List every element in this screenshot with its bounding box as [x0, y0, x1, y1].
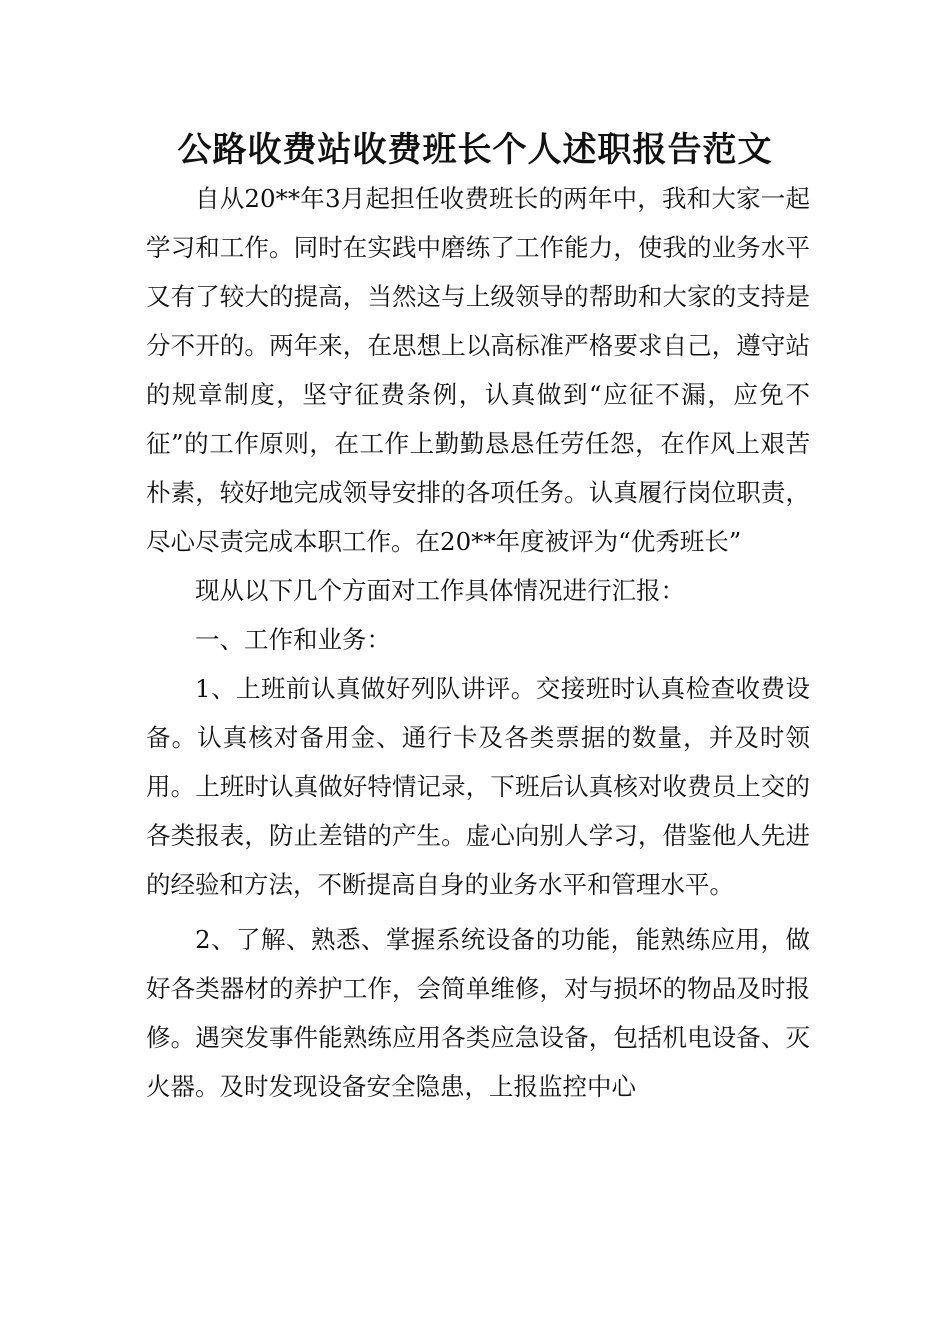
section-heading-work: 一、工作和业务： — [195, 625, 391, 654]
paragraph-item-1: 1、上班前认真做好列队讲评。交接班时认真检查收费设备。认真核对备用金、通行卡及各类票据的数量，并及时领用。上班时认真做好特情记录，下班后认真核对收费员上交的各类报表，防止差错的产生。虚心向别人学习，借鉴他人先进的经验和方法，不断提高自身的业务水平和管理水平。 — [146, 674, 810, 899]
document-body — [146, 174, 810, 1111]
paragraph-report-lead: 现从以下几个方面对工作具体情况进行汇报： — [195, 576, 685, 605]
document-title: 公路收费站收费班长个人述职报告范文 — [177, 130, 773, 170]
paragraph-item-2: 2、了解、熟悉、掌握系统设备的功能，能熟练应用，做好各类器材的养护工作，会简单维修，对与损坏的物品及时报修。遇突发事件能熟练应用各类应急设备，包括机电设备、灭火器。及时发现设备安全隐患，上报监控中心 — [146, 925, 810, 1101]
paragraph-intro: 自从20**年3月起担任收费班长的两年中，我和大家一起学习和工作。同时在实践中磨练了工作能力，使我的业务水平又有了较大的提高，当然这与上级领导的帮助和大家的支持是分不开的。两年来，在思想上以高标准严格要求自己，遵守站的规章制度，坚守征费条例，认真做到“应征不漏，应免不征”的工作原则，在工作上勤勤恳恳任劳任怨，在作风上艰苦朴素，较好地完成领导安排的各项任务。认真履行岗位职责，尽心尽责完成本职工作。在20**年度被评为“优秀班长” — [146, 184, 810, 556]
